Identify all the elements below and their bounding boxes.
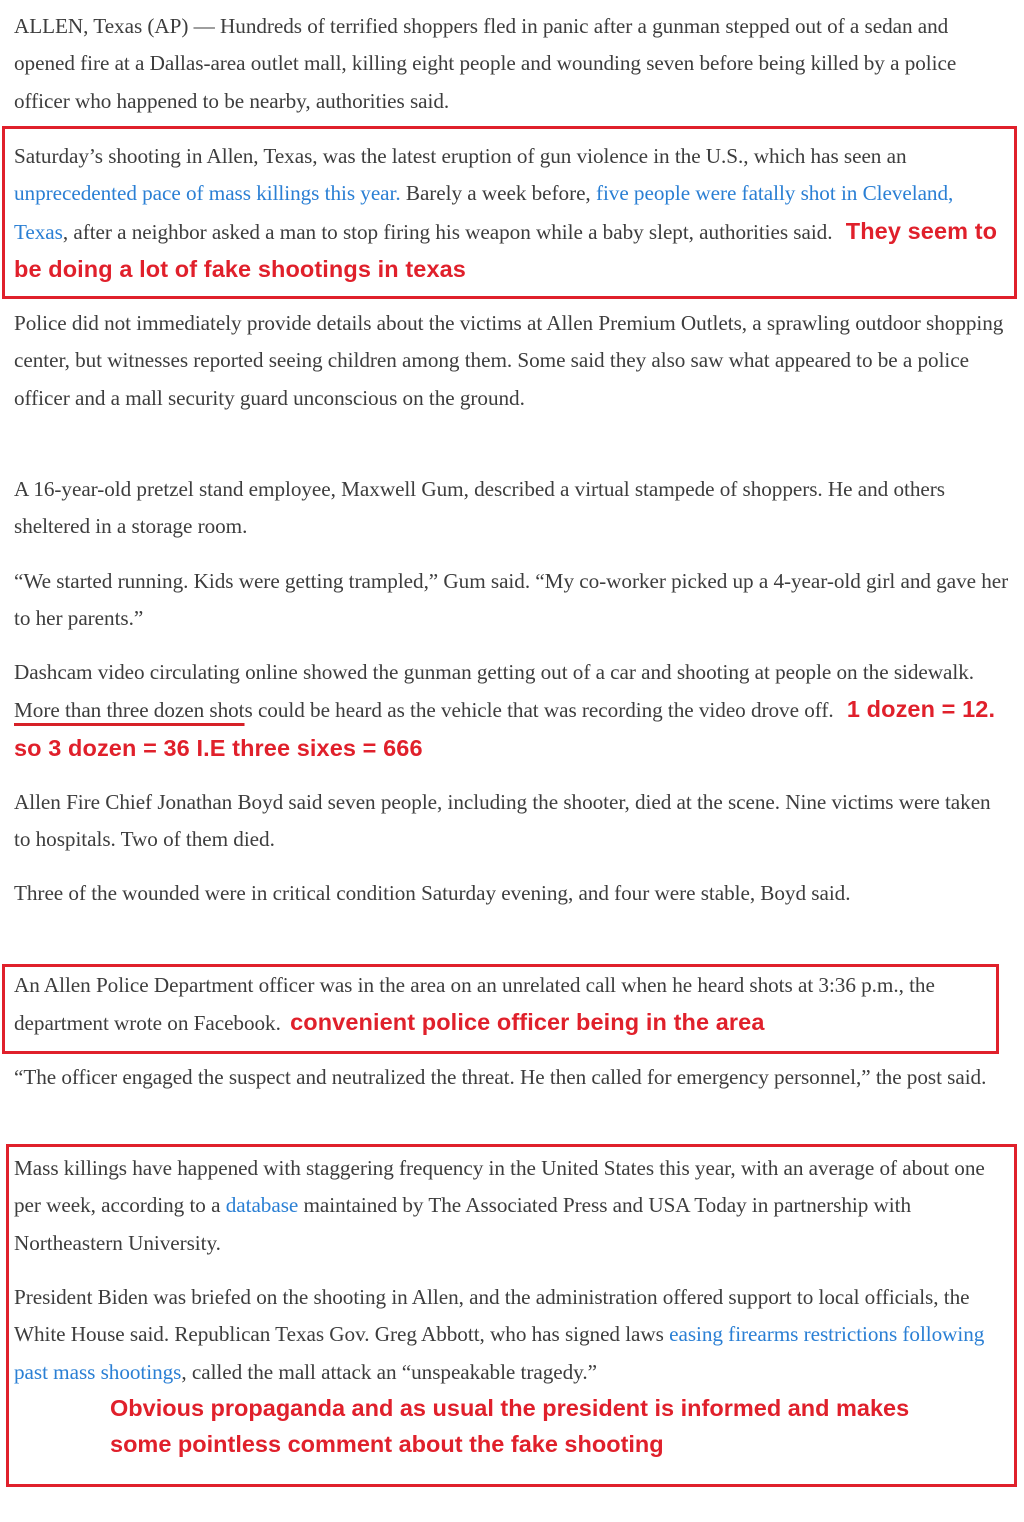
paragraph-text: Three of the wounded were in critical condition Saturday evening, and four were stable, Boyd said. [14,881,851,905]
paragraph-victims [14,305,1010,417]
paragraph-quote-gum [14,563,1010,638]
paragraph-mass-killings [14,1150,1006,1262]
paragraph-intro [14,8,1010,120]
link-database[interactable]: database [225,1193,299,1218]
paragraph-text: maintained by The Associated Press and USA Today in partnership with Northeastern University. [14,1193,912,1255]
paragraph-wounded [14,875,1010,912]
paragraph-text: President Biden was briefed on the shooting in Allen, and the administration offered support to local officials, the White House said. Republican Texas Gov. Greg Abbott, who has signed laws [14,1285,970,1347]
paragraph-post-quote [14,1059,1010,1096]
annotation-note-4-line-1: Obvious propaganda and as usual the president is informed and makes [110,1395,910,1421]
paragraph-dashcam [14,654,1010,768]
link-unprecedented-pace[interactable]: unprecedented pace of mass killings this year. [14,181,401,206]
paragraph-text: , after a neighbor asked a man to stop firing his weapon while a baby slept, authorities said. [62,219,833,244]
paragraph-biden [14,1279,1012,1391]
annotation-note-4 [110,1390,909,1462]
annotation-note-1: They seem to be doing a lot of fake shootings in texas [14,217,998,282]
paragraph-text: s could be heard as the vehicle that was recording the video drove off. [244,698,834,723]
paragraph-context [14,138,1010,289]
paragraph-police-officer [14,967,994,1043]
underlined-phrase: More than three dozen shot [14,698,245,723]
annotation-note-4-line-2: some pointless comment about the fake shooting [110,1431,664,1457]
paragraph-text: Mass killings have happened with staggering frequency in the United States this year, with an average of about one per week, according to a [14,1156,985,1218]
annotation-note-2: 1 dozen = 12. so 3 dozen = 36 I.E three sixes = 666 [14,696,996,761]
paragraph-text: Police did not immediately provide details about the victims at Allen Premium Outlets, a sprawling outdoor shopping center, but witnesses reported seeing children among them. Some said they also saw what appeared to be a police officer and a mall security guard unconscious on the ground. [14,311,1004,410]
paragraph-text: Allen Fire Chief Jonathan Boyd said seven people, including the shooter, died at the scene. Nine victims were taken to hospitals. Two of them died. [14,790,991,852]
paragraph-witness [14,471,1010,546]
paragraph-text: ALLEN, Texas (AP) — Hundreds of terrified shoppers fled in panic after a gunman stepped out of a sedan and opened fire at a Dallas-area outlet mall, killing eight people and wounding seven before being killed by a police officer who happened to be nearby, authorities said. [14,14,957,113]
paragraph-text: Saturday’s shooting in Allen, Texas, was the latest eruption of gun violence in the U.S., which has seen an [14,144,907,168]
annotation-note-3: convenient police officer being in the area [290,1009,765,1036]
paragraph-text: “We started running. Kids were getting trampled,” Gum said. “My co-worker picked up a 4-year-old girl and gave her to her parents.” [14,569,1009,631]
paragraph-text: , called the mall attack an “unspeakable tragedy.” [181,1359,597,1384]
link-cleveland-shooting[interactable]: five people were fatally shot in Cleveland, Texas [14,181,954,244]
paragraph-text: Dashcam video circulating online showed the gunman getting out of a car and shooting at people on the sidewalk. [14,660,974,684]
link-easing-restrictions[interactable]: easing firearms restrictions following past mass shootings [14,1322,985,1384]
paragraph-text: Barely a week before, [400,181,596,206]
paragraph-fire-chief [14,784,1010,859]
paragraph-text: An Allen Police Department officer was in the area on an unrelated call when he heard shots at 3:36 p.m., the department wrote on Facebook. [14,973,935,1036]
paragraph-text: “The officer engaged the suspect and neutralized the threat. He then called for emergency personnel,” the post said. [14,1065,987,1089]
paragraph-text: A 16-year-old pretzel stand employee, Maxwell Gum, described a virtual stampede of shoppers. He and others sheltered in a storage room. [14,477,945,539]
